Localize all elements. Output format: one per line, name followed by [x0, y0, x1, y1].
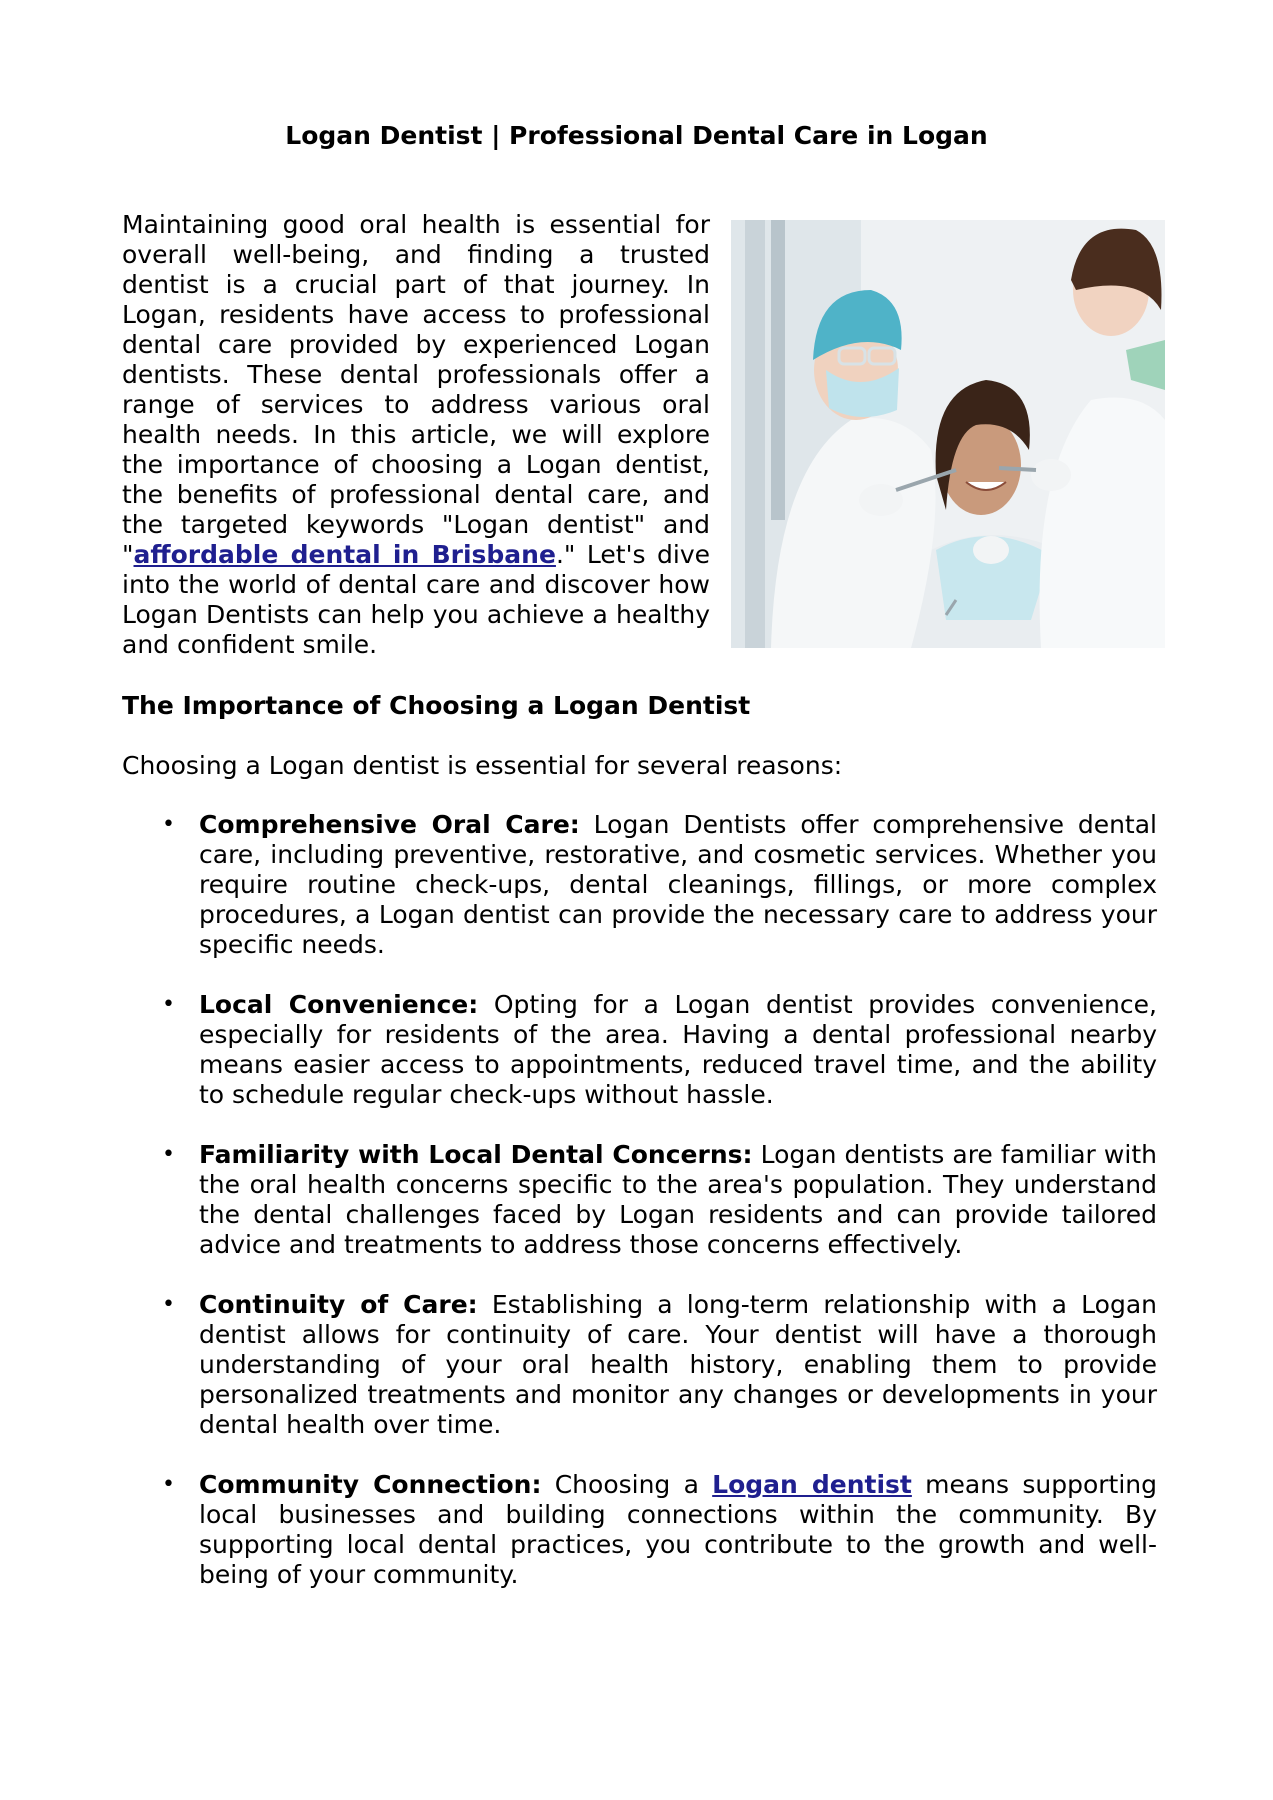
list-item-body-before-link: Choosing a	[541, 1470, 713, 1499]
section-lead: Choosing a Logan dentist is essential for several reasons:	[122, 751, 843, 780]
dental-clinic-illustration	[731, 220, 1165, 648]
bullet-icon: •	[162, 992, 175, 1017]
list-item-body: Logan dentists are familiar with the oral health concerns specific to the area's population. They understand the dental challenges faced by Logan residents and can provide tailored advice and treatments to address those concerns effectively.	[199, 1140, 1157, 1259]
list-item	[122, 1140, 1157, 1260]
list-item	[122, 990, 1157, 1110]
list-item-label: Community Connection:	[199, 1470, 542, 1499]
list-item-text	[199, 810, 1157, 959]
intro-text-before-link: Maintaining good oral health is essential for overall well-being, and finding a trusted dentist is a crucial part of that journey. In Logan, residents have access to professional dental care provided by experienced Logan dentists. These dental professionals offer a range of services to address various oral health needs. In this article, we will explore the importance of choosing a Logan dentist, the benefits of professional dental care, and the targeted keywords "Logan dentist" and "	[122, 210, 710, 569]
list-item-body: Opting for a Logan dentist provides convenience, especially for residents of the area. Having a dental professional nearby means easier access to appointments, reduced travel time, and the ability to schedule regular check-ups without hassle.	[199, 990, 1157, 1109]
affordable-dental-link[interactable]: affordable dental in Brisbane	[133, 540, 556, 569]
list-item-label: Familiarity with Local Dental Concerns:	[199, 1140, 753, 1169]
list-item-text	[199, 1140, 1157, 1259]
bullet-icon: •	[162, 1142, 175, 1167]
list-item-label: Continuity of Care:	[199, 1290, 478, 1319]
bullet-icon: •	[162, 1472, 175, 1497]
intro-text-after-link: ." Let's dive into the world of dental care and discover how Logan Dentists can help you achieve a healthy and confident smile.	[122, 540, 710, 659]
list-item-label: Local Convenience:	[199, 990, 479, 1019]
list-item	[122, 1470, 1157, 1590]
page-title: Logan Dentist | Professional Dental Care in Logan	[285, 121, 988, 150]
intro-paragraph	[122, 210, 710, 660]
list-item-text	[199, 1290, 1157, 1439]
list-item-label: Comprehensive Oral Care:	[199, 810, 580, 839]
list-item	[122, 1290, 1157, 1440]
list-item-text	[199, 1470, 1157, 1589]
dental-clinic-photo	[731, 220, 1165, 648]
bullet-icon: •	[162, 812, 175, 837]
list-item-text	[199, 990, 1157, 1109]
list-item-body-after-link: means supporting local businesses and building connections within the community. By supporting local dental practices, you contribute to the growth and well-being of your community.	[199, 1470, 1157, 1589]
list-item-body: Establishing a long-term relationship with a Logan dentist allows for continuity of care. Your dentist will have a thorough understanding of your oral health history, enabling them to provide personalized treatments and monitor any changes or developments in your dental health over time.	[199, 1290, 1157, 1439]
list-item-body: Logan Dentists offer comprehensive dental care, including preventive, restorative, and cosmetic services. Whether you require routine check-ups, dental cleanings, fillings, or more complex procedures, a Logan dentist can provide the necessary care to address your specific needs.	[199, 810, 1157, 959]
list-item	[122, 810, 1157, 960]
reasons-list	[122, 810, 1157, 1620]
section-heading: The Importance of Choosing a Logan Dentist	[122, 691, 751, 720]
logan-dentist-link[interactable]: Logan dentist	[712, 1470, 912, 1499]
bullet-icon: •	[162, 1292, 175, 1317]
